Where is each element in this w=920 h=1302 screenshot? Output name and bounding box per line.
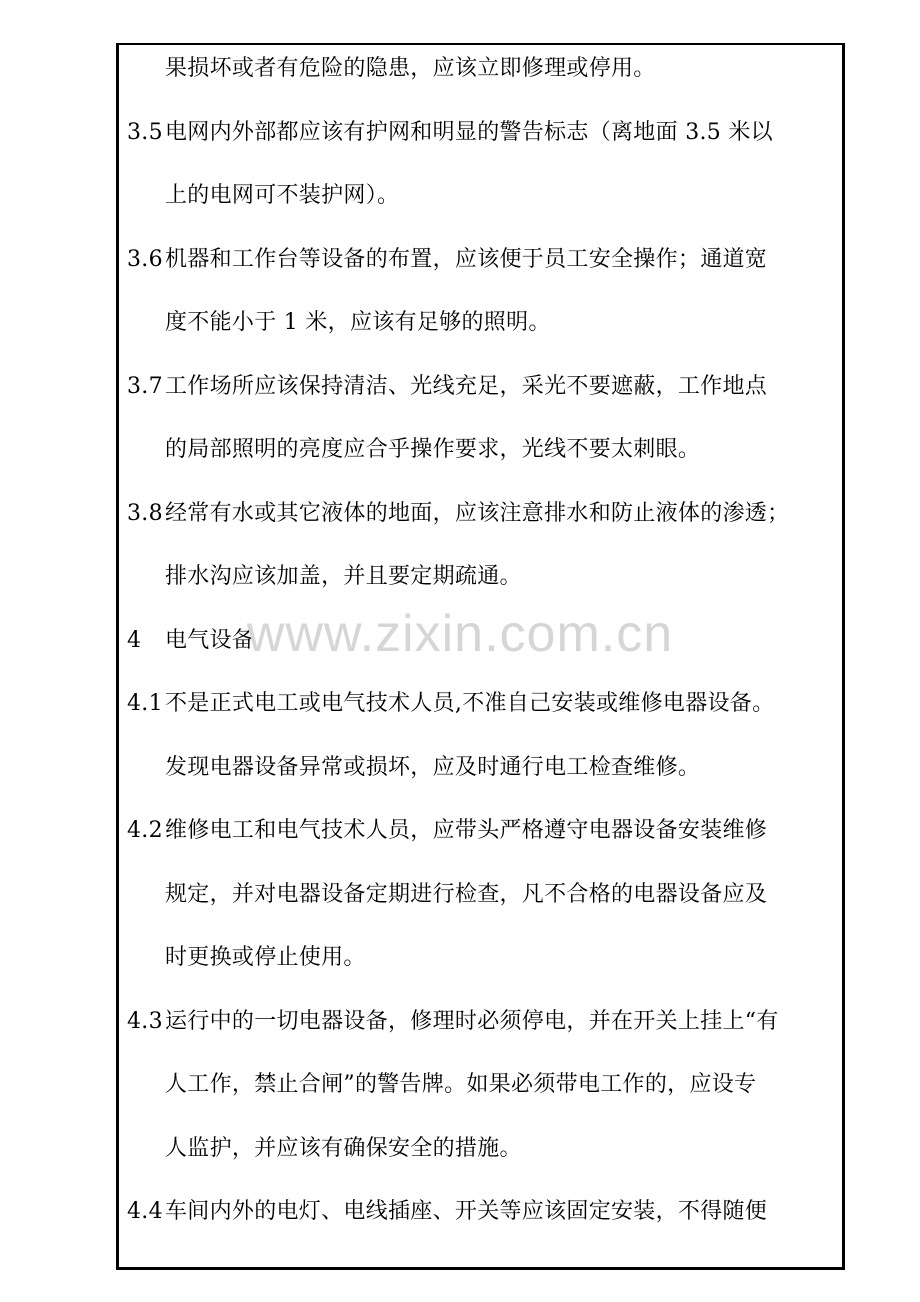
clause-text: 排水沟应该加盖，并且要定期疏通。 bbox=[165, 564, 522, 589]
clause-text: 的局部照明的亮度应合乎操作要求，光线不要太刺眼。 bbox=[165, 437, 701, 462]
text-line bbox=[165, 183, 399, 209]
clause-number: 4.4 bbox=[127, 1199, 163, 1224]
section-number: 4 bbox=[127, 628, 142, 653]
text-line bbox=[165, 564, 522, 590]
clause-text: 时更换或停止使用。 bbox=[165, 945, 366, 970]
clause-number: 3.5 bbox=[127, 120, 163, 145]
text-line bbox=[127, 818, 767, 844]
clause-text: 经常有水或其它液体的地面，应该注意排水和防止液体的渗透； bbox=[165, 501, 790, 526]
clause-number: 3.7 bbox=[127, 374, 163, 399]
watermark: www.zixin.com.cn bbox=[246, 605, 674, 663]
text-line bbox=[127, 691, 774, 717]
clause-number: 4.1 bbox=[127, 691, 163, 716]
text-line bbox=[165, 437, 700, 463]
text-line bbox=[165, 310, 551, 336]
clause-text: 车间内外的电灯、电线插座、开关等应该固定安装，不得随便 bbox=[165, 1199, 768, 1224]
clause-text: 上的电网可不装护网）。 bbox=[165, 183, 400, 208]
document-frame bbox=[116, 43, 845, 1270]
text-line bbox=[127, 120, 773, 146]
clause-text: 规定，并对电器设备定期进行检查，凡不合格的电器设备应及 bbox=[165, 882, 768, 907]
clause-text: 不是正式电工或电气技术人员,不准自己安装或维修电器设备。 bbox=[165, 691, 775, 716]
clause-text: 人工作，禁止合闸”的警告牌。如果必须带电工作的，应设专 bbox=[165, 1072, 757, 1097]
section-heading bbox=[127, 628, 254, 654]
clause-text: 发现电器设备异常或损坏，应及时通行电工检查维修。 bbox=[165, 755, 701, 780]
clause-text: 果损坏或者有危险的隐患，应该立即修理或停用。 bbox=[165, 56, 656, 81]
text-line bbox=[165, 1136, 522, 1162]
text-line bbox=[165, 755, 700, 781]
text-line bbox=[165, 56, 656, 82]
clause-text: 机器和工作台等设备的布置，应该便于员工安全操作；通道宽 bbox=[165, 247, 768, 272]
clause-text: 电网内外部都应该有护网和明显的警告标志（离地面 3.5 米以 bbox=[165, 120, 773, 145]
clause-number: 3.6 bbox=[127, 247, 163, 272]
text-line bbox=[127, 1009, 779, 1035]
section-title: 电气设备 bbox=[165, 628, 255, 653]
clause-text: 运行中的一切电器设备，修理时必须停电，并在开关上挂上“有 bbox=[165, 1009, 779, 1034]
text-line bbox=[127, 501, 789, 527]
clause-text: 人监护，并应该有确保安全的措施。 bbox=[165, 1136, 522, 1161]
text-line bbox=[165, 1072, 756, 1098]
text-line bbox=[165, 945, 366, 971]
text-line bbox=[165, 882, 767, 908]
text-line bbox=[127, 374, 767, 400]
text-line bbox=[127, 1199, 767, 1225]
clause-number: 4.3 bbox=[127, 1009, 163, 1034]
clause-text: 维修电工和电气技术人员，应带头严格遵守电器设备安装维修 bbox=[165, 818, 768, 843]
text-line bbox=[127, 247, 767, 273]
clause-text: 工作场所应该保持清洁、光线充足，采光不要遮蔽，工作地点 bbox=[165, 374, 768, 399]
clause-number: 4.2 bbox=[127, 818, 163, 843]
clause-number: 3.8 bbox=[127, 501, 163, 526]
clause-text: 度不能小于 1 米，应该有足够的照明。 bbox=[165, 310, 551, 335]
